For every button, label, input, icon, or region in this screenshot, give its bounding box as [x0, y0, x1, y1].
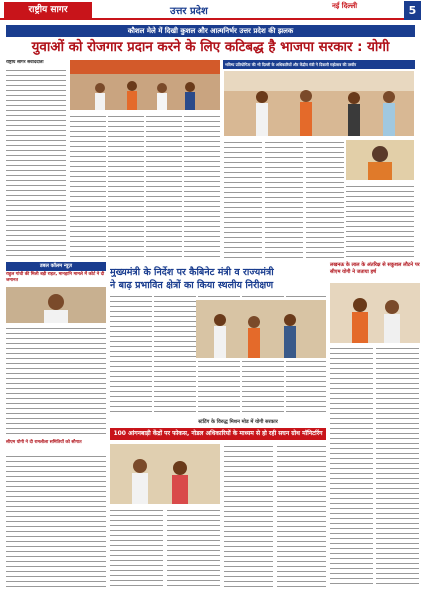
brief-photo	[6, 287, 106, 323]
brief2-title: सीएम योगी ने दी रामलीला समितियों को सौगात	[6, 440, 82, 445]
story2-title: भविष्य प्रतियोगिता की भी दिल्ली के अधिकारियों और केंद्रीय मंत्री ने दिवाली महोत्सव की तस्वीर	[225, 62, 357, 67]
story3-text	[330, 346, 420, 588]
photo-image	[224, 71, 414, 136]
lead-kicker: कौशल मेले में दिखी कुशल और आत्मनिर्भर उत्तर प्रदेश की झलक	[6, 25, 415, 37]
lead-column-1	[6, 60, 66, 260]
page-number: 5	[404, 1, 421, 20]
lead-headline: युवाओं को रोजगार प्रदान करने के लिए कटिबद्ध है भाजपा सरकार : योगी	[31, 40, 390, 55]
newspaper-logo: राष्ट्रीय सागर	[4, 2, 92, 18]
lead-byline: राष्ट्रीय सागर संवाददाता	[6, 60, 44, 65]
lead-text-columns	[70, 114, 220, 260]
story5-text-2	[110, 508, 220, 589]
story4-photo	[196, 300, 326, 358]
story2-photo-small	[346, 140, 414, 180]
lead-photo	[70, 60, 220, 110]
photo-image	[196, 300, 326, 358]
brief2-text	[6, 454, 106, 589]
text-block	[6, 68, 66, 260]
photo-image	[346, 140, 414, 180]
brief-sub: राहुल गांधी की मिली बड़ी राहत, मानहानि मामले में कोर्ट ने दी जमानत	[6, 272, 105, 283]
brief-header: डबल कॉलम न्यूज़	[6, 262, 106, 271]
photo-image	[6, 287, 106, 323]
edition-city: नई दिल्ली	[332, 2, 358, 10]
photo-image	[70, 60, 220, 110]
story4-title-2: ने बाढ़ प्रभावित क्षेत्रों का किया स्थलीय निरीक्षण	[110, 280, 274, 291]
story3-photo	[330, 283, 420, 343]
story2-text-right	[346, 184, 414, 260]
story2-text	[224, 140, 344, 260]
story4-title-1: मुख्यमंत्री के निर्देश पर कैबिनेट मंत्री व राज्यमंत्री	[110, 267, 274, 277]
story5-kicker: स्टंटिंग के विरुद्ध मिशन मोड में योगी सरकार	[198, 419, 278, 425]
story2-photo	[224, 71, 414, 136]
brief-text	[6, 326, 106, 436]
photo-image	[330, 283, 420, 343]
story5-title: 100 आंगनबाड़ी केंद्रों पर फोकस, नोडल अधिकारियों के माध्यम से हो रही सघन ग्रोथ मॉनिटरिंग	[110, 428, 326, 440]
story5-photo	[110, 444, 220, 504]
story3-title: लखनऊ के लाल के अंतरिक्ष से सकुशल लौटने पर सीएम योगी ने जताया हर्ष	[330, 262, 420, 275]
section-title: उत्तर प्रदेश	[170, 6, 208, 17]
story5-text	[224, 444, 326, 589]
photo-image	[110, 444, 220, 504]
